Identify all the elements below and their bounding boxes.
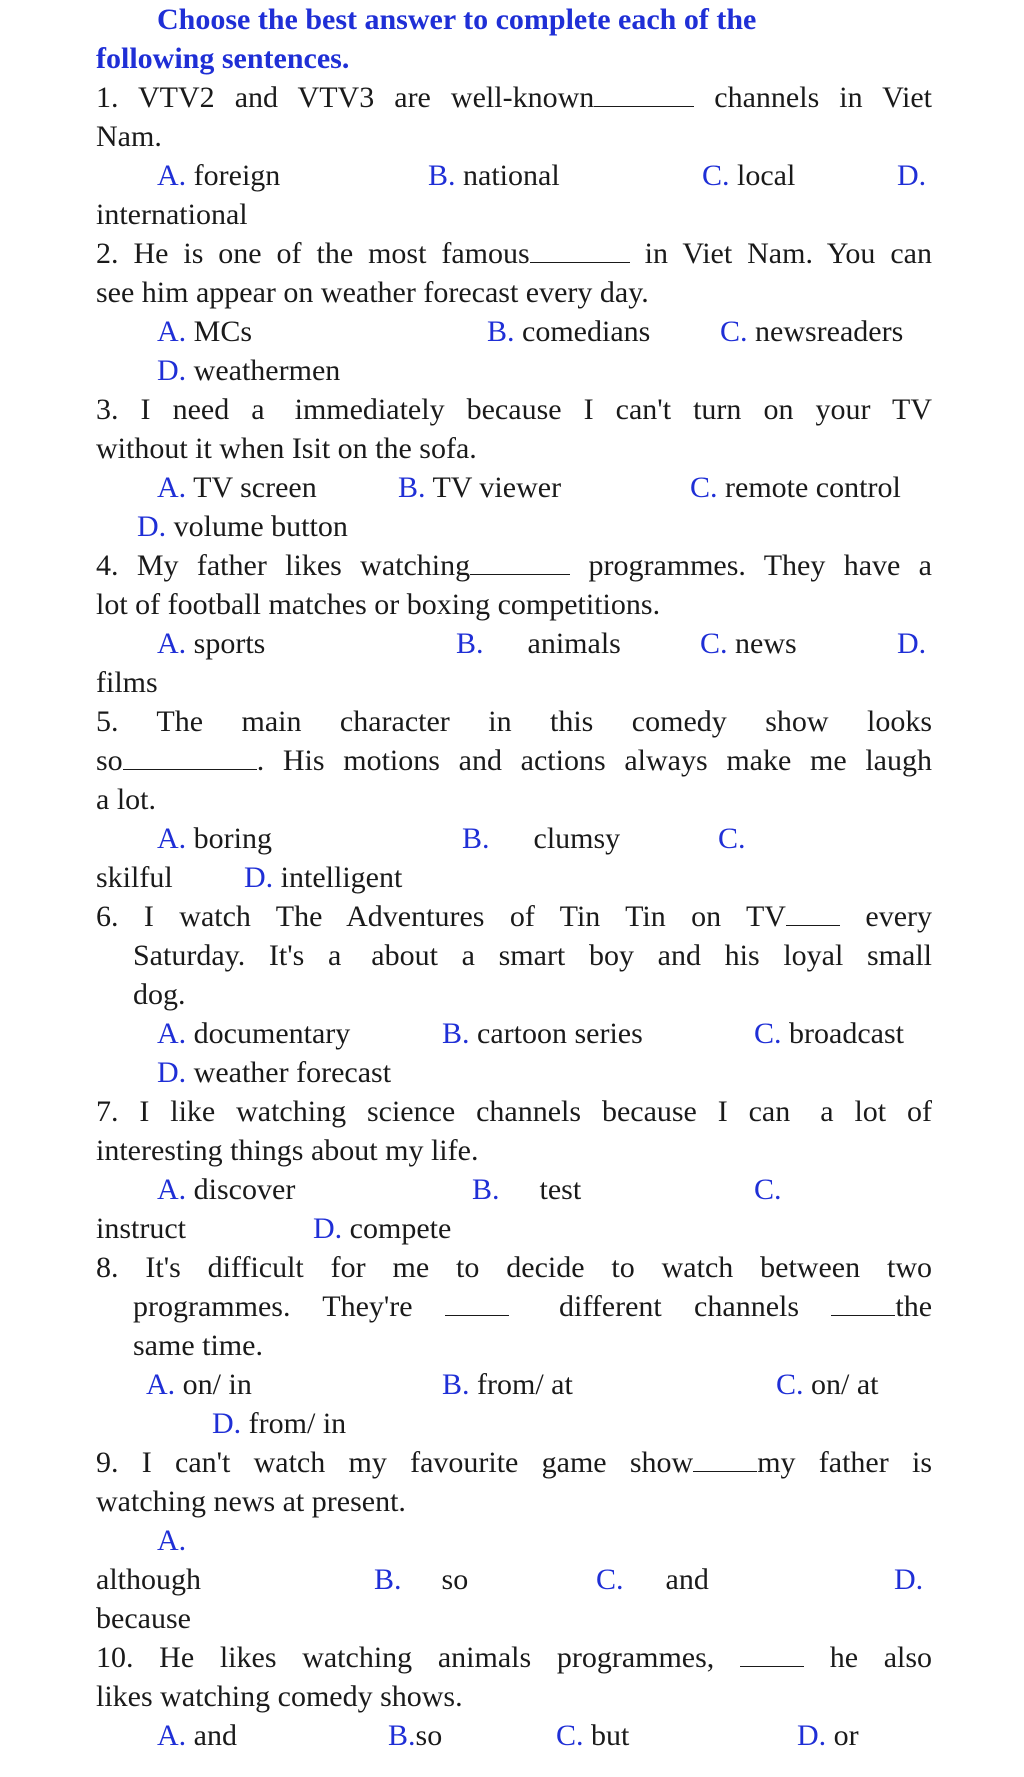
option-7c-letter[interactable]: C. [754,1173,782,1206]
question-1-line-1: 1. VTV2 and VTV3 are well-known channels in Viet [96,81,932,114]
option-9c[interactable]: C. and [596,1563,709,1596]
question-4-line-1: 4. My father likes watching programmes. They have a [96,549,932,582]
option-5a[interactable]: A. boring [157,822,272,855]
option-4c[interactable]: C. news [700,627,797,660]
question-6-line-1: 6. I watch The Adventures of Tin Tin on TV every [96,900,933,933]
option-7b[interactable]: B. test [472,1173,582,1206]
option-10a[interactable]: A. and [157,1719,237,1752]
question-7-line-2: interesting things about my life. [96,1134,479,1167]
option-9d-letter[interactable]: D. [894,1563,924,1596]
option-1d-letter[interactable]: D. [897,159,927,192]
option-2a[interactable]: A. MCs [157,315,253,348]
option-5c-text[interactable]: skilful [96,861,173,894]
option-8c[interactable]: C. on/ at [776,1368,879,1401]
question-8-line-3: same time. [133,1329,263,1362]
option-5d[interactable]: D. intelligent [244,861,403,894]
question-5-line-2: so . His motions and actions always make me laugh [96,744,932,777]
option-10c[interactable]: C. but [556,1719,630,1752]
question-10-line-1: 10. He likes watching animals programmes, he also [96,1641,933,1674]
option-4a[interactable]: A. sports [157,627,266,660]
option-5c-letter[interactable]: C. [718,822,746,855]
option-9a-letter[interactable]: A. [157,1524,187,1557]
option-9a-text[interactable]: although [96,1563,201,1596]
option-3d[interactable]: D. volume button [137,510,348,543]
question-7-line-1: 7. I like watching science channels because I can a lot of [96,1095,932,1128]
option-2b[interactable]: B. comedians [487,315,651,348]
question-2-line-1: 2. He is one of the most famous in Viet Nam. You can [96,237,932,270]
option-8a[interactable]: A. on/ in [146,1368,252,1401]
option-1b[interactable]: B. national [428,159,560,192]
option-3c[interactable]: C. remote control [690,471,901,504]
option-6c[interactable]: C. broadcast [754,1017,904,1050]
option-6b[interactable]: B. cartoon series [442,1017,643,1050]
instruction-line-2: following sentences. [96,42,350,75]
option-4d-letter[interactable]: D. [897,627,927,660]
option-7a[interactable]: A. discover [157,1173,296,1206]
option-2c[interactable]: C. newsreaders [720,315,904,348]
option-9b[interactable]: B. so [374,1563,469,1596]
option-10d[interactable]: D. or [797,1719,859,1752]
option-1a[interactable]: A. foreign [157,159,281,192]
question-3-line-2: without it when Isit on the sofa. [96,432,477,465]
question-4-line-2: lot of football matches or boxing competitions. [96,588,661,621]
question-2-line-2: see him appear on weather forecast every day. [96,276,649,309]
question-9-line-1: 9. I can't watch my favourite game show my father is [96,1446,933,1479]
question-5-line-1: 5. The main character in this comedy show looks [96,705,932,738]
option-1d-text[interactable]: international [96,198,248,231]
option-1c[interactable]: C. local [702,159,796,192]
question-6-line-3: dog. [133,978,186,1011]
option-7c-text[interactable]: instruct [96,1212,186,1245]
option-7d[interactable]: D. compete [313,1212,452,1245]
option-3b[interactable]: B. TV viewer [398,471,562,504]
option-6d[interactable]: D. weather forecast [157,1056,392,1089]
option-5b[interactable]: B. clumsy [462,822,621,855]
question-5-line-3: a lot. [96,783,156,816]
option-4d-text[interactable]: films [96,666,158,699]
instruction-line-1: Choose the best answer to complete each of the [157,3,757,36]
option-4b[interactable]: B. animals [456,627,621,660]
question-8-line-1: 8. It's difficult for me to decide to watch between two [96,1251,932,1284]
option-9d-text[interactable]: because [96,1602,191,1635]
question-8-line-2: programmes. They're different channels the [133,1290,933,1323]
option-3a[interactable]: A. TV screen [157,471,317,504]
question-6-line-2: Saturday. It's a about a smart boy and his loyal small [133,939,932,972]
question-9-line-2: watching news at present. [96,1485,406,1518]
option-2d[interactable]: D. weathermen [157,354,341,387]
question-10-line-2: likes watching comedy shows. [96,1680,463,1713]
option-8b[interactable]: B. from/ at [442,1368,573,1401]
option-6a[interactable]: A. documentary [157,1017,351,1050]
question-3-line-1: 3. I need a immediately because I can't turn on your TV [96,393,932,426]
option-10b[interactable]: B.so [388,1719,443,1752]
option-8d[interactable]: D. from/ in [212,1407,347,1440]
question-1-line-2: Nam. [96,120,162,153]
